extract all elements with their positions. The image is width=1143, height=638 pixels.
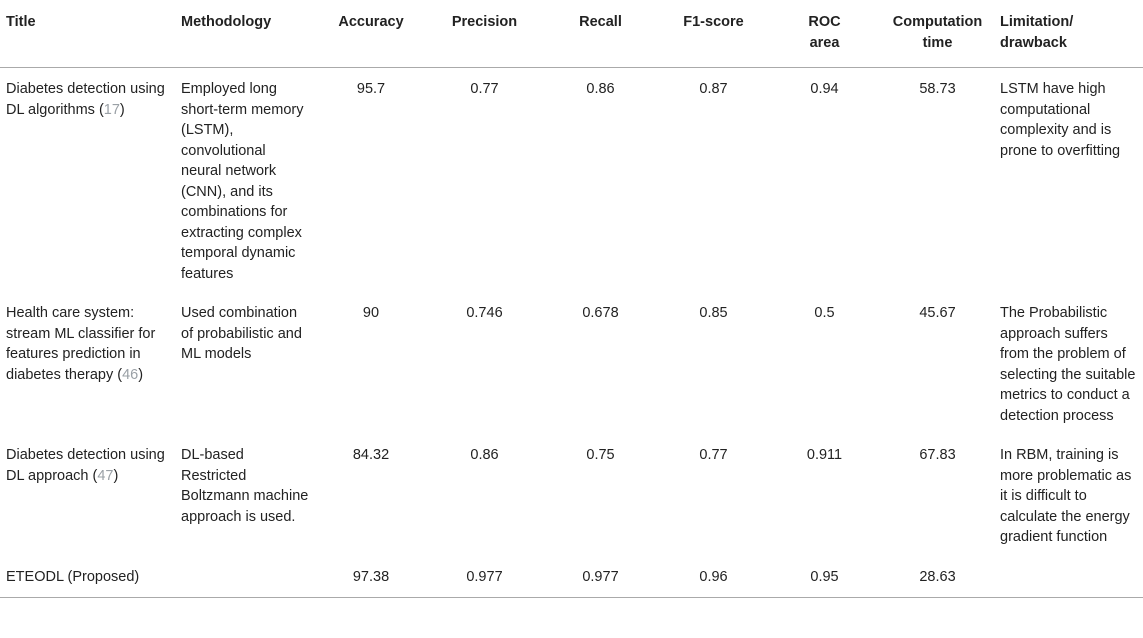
cell-computation-time: 45.67 (919, 305, 956, 321)
cell-limitation (994, 556, 1143, 598)
reference-link[interactable]: 17 (103, 101, 120, 118)
cell-computation-time: 67.83 (919, 447, 956, 463)
table-row (0, 556, 1143, 598)
header-f1-score: F1-score (659, 0, 768, 68)
header-row (0, 0, 1143, 68)
header-accuracy: Accuracy (315, 0, 427, 68)
cell-f1-score: 0.96 (659, 556, 768, 598)
cell-methodology: DL-based Restricted Boltzmann machine approach is used. (181, 447, 309, 525)
cell-methodology: Employed long short-term memory (LSTM), convolutional neural network (CNN), and its combinations for extracting complex temporal dynamic features (181, 81, 304, 282)
cell-precision: 0.977 (427, 556, 542, 598)
cell-limitation: LSTM have high computational complexity and is prone to overfitting (1000, 81, 1121, 159)
cell-methodology: Used combination of probabilistic and ML models (181, 305, 302, 362)
reference-link[interactable]: 47 (97, 467, 114, 484)
cell-f1-score: 0.77 (699, 447, 728, 463)
cell-title: Health care system: stream ML classifier for features prediction in diabetes therapy (46) (6, 305, 156, 383)
cell-recall: 0.977 (542, 556, 659, 598)
header-precision: Precision (427, 0, 542, 68)
table-row (0, 434, 1143, 556)
cell-accuracy: 84.32 (352, 447, 390, 463)
table-row (0, 292, 1143, 434)
cell-roc-area: 0.94 (810, 81, 839, 97)
header-title: Title (0, 0, 175, 68)
cell-recall: 0.75 (586, 447, 615, 463)
reference-link[interactable]: 46 (122, 366, 139, 383)
header-computation-time: Computation time (881, 0, 994, 68)
cell-limitation: In RBM, training is more problematic as it is difficult to calculate the energy gradient function (1000, 447, 1132, 545)
header-recall: Recall (542, 0, 659, 68)
cell-title: Diabetes detection using DL algorithms (17) (6, 81, 165, 118)
cell-precision: 0.86 (470, 447, 499, 463)
cell-accuracy: 95.7 (356, 81, 386, 97)
cell-computation-time: 58.73 (919, 81, 956, 97)
cell-methodology (175, 556, 315, 598)
cell-f1-score: 0.85 (699, 305, 728, 321)
cell-precision: 0.77 (470, 81, 499, 97)
cell-accuracy: 90 (362, 305, 380, 321)
cell-roc-area: 0.5 (814, 305, 835, 321)
cell-accuracy: 97.38 (315, 556, 427, 598)
cell-roc-area: 0.911 (806, 447, 843, 463)
table-row (0, 68, 1143, 293)
cell-precision: 0.746 (466, 305, 503, 321)
header-methodology: Methodology (175, 0, 315, 68)
header-limitation: Limitation/ drawback (994, 0, 1143, 68)
cell-title: ETEODL (Proposed) (0, 556, 175, 598)
cell-recall: 0.678 (582, 305, 619, 321)
cell-recall: 0.86 (586, 81, 615, 97)
header-roc-area: ROC area (768, 0, 881, 68)
cell-title: Diabetes detection using DL approach (47) (6, 447, 165, 484)
cell-f1-score: 0.87 (699, 81, 728, 97)
cell-computation-time: 28.63 (881, 556, 994, 598)
cell-roc-area: 0.95 (768, 556, 881, 598)
cell-limitation: The Probabilistic approach suffers from the problem of selecting the suitable metrics to conduct a detection process (1000, 305, 1136, 424)
